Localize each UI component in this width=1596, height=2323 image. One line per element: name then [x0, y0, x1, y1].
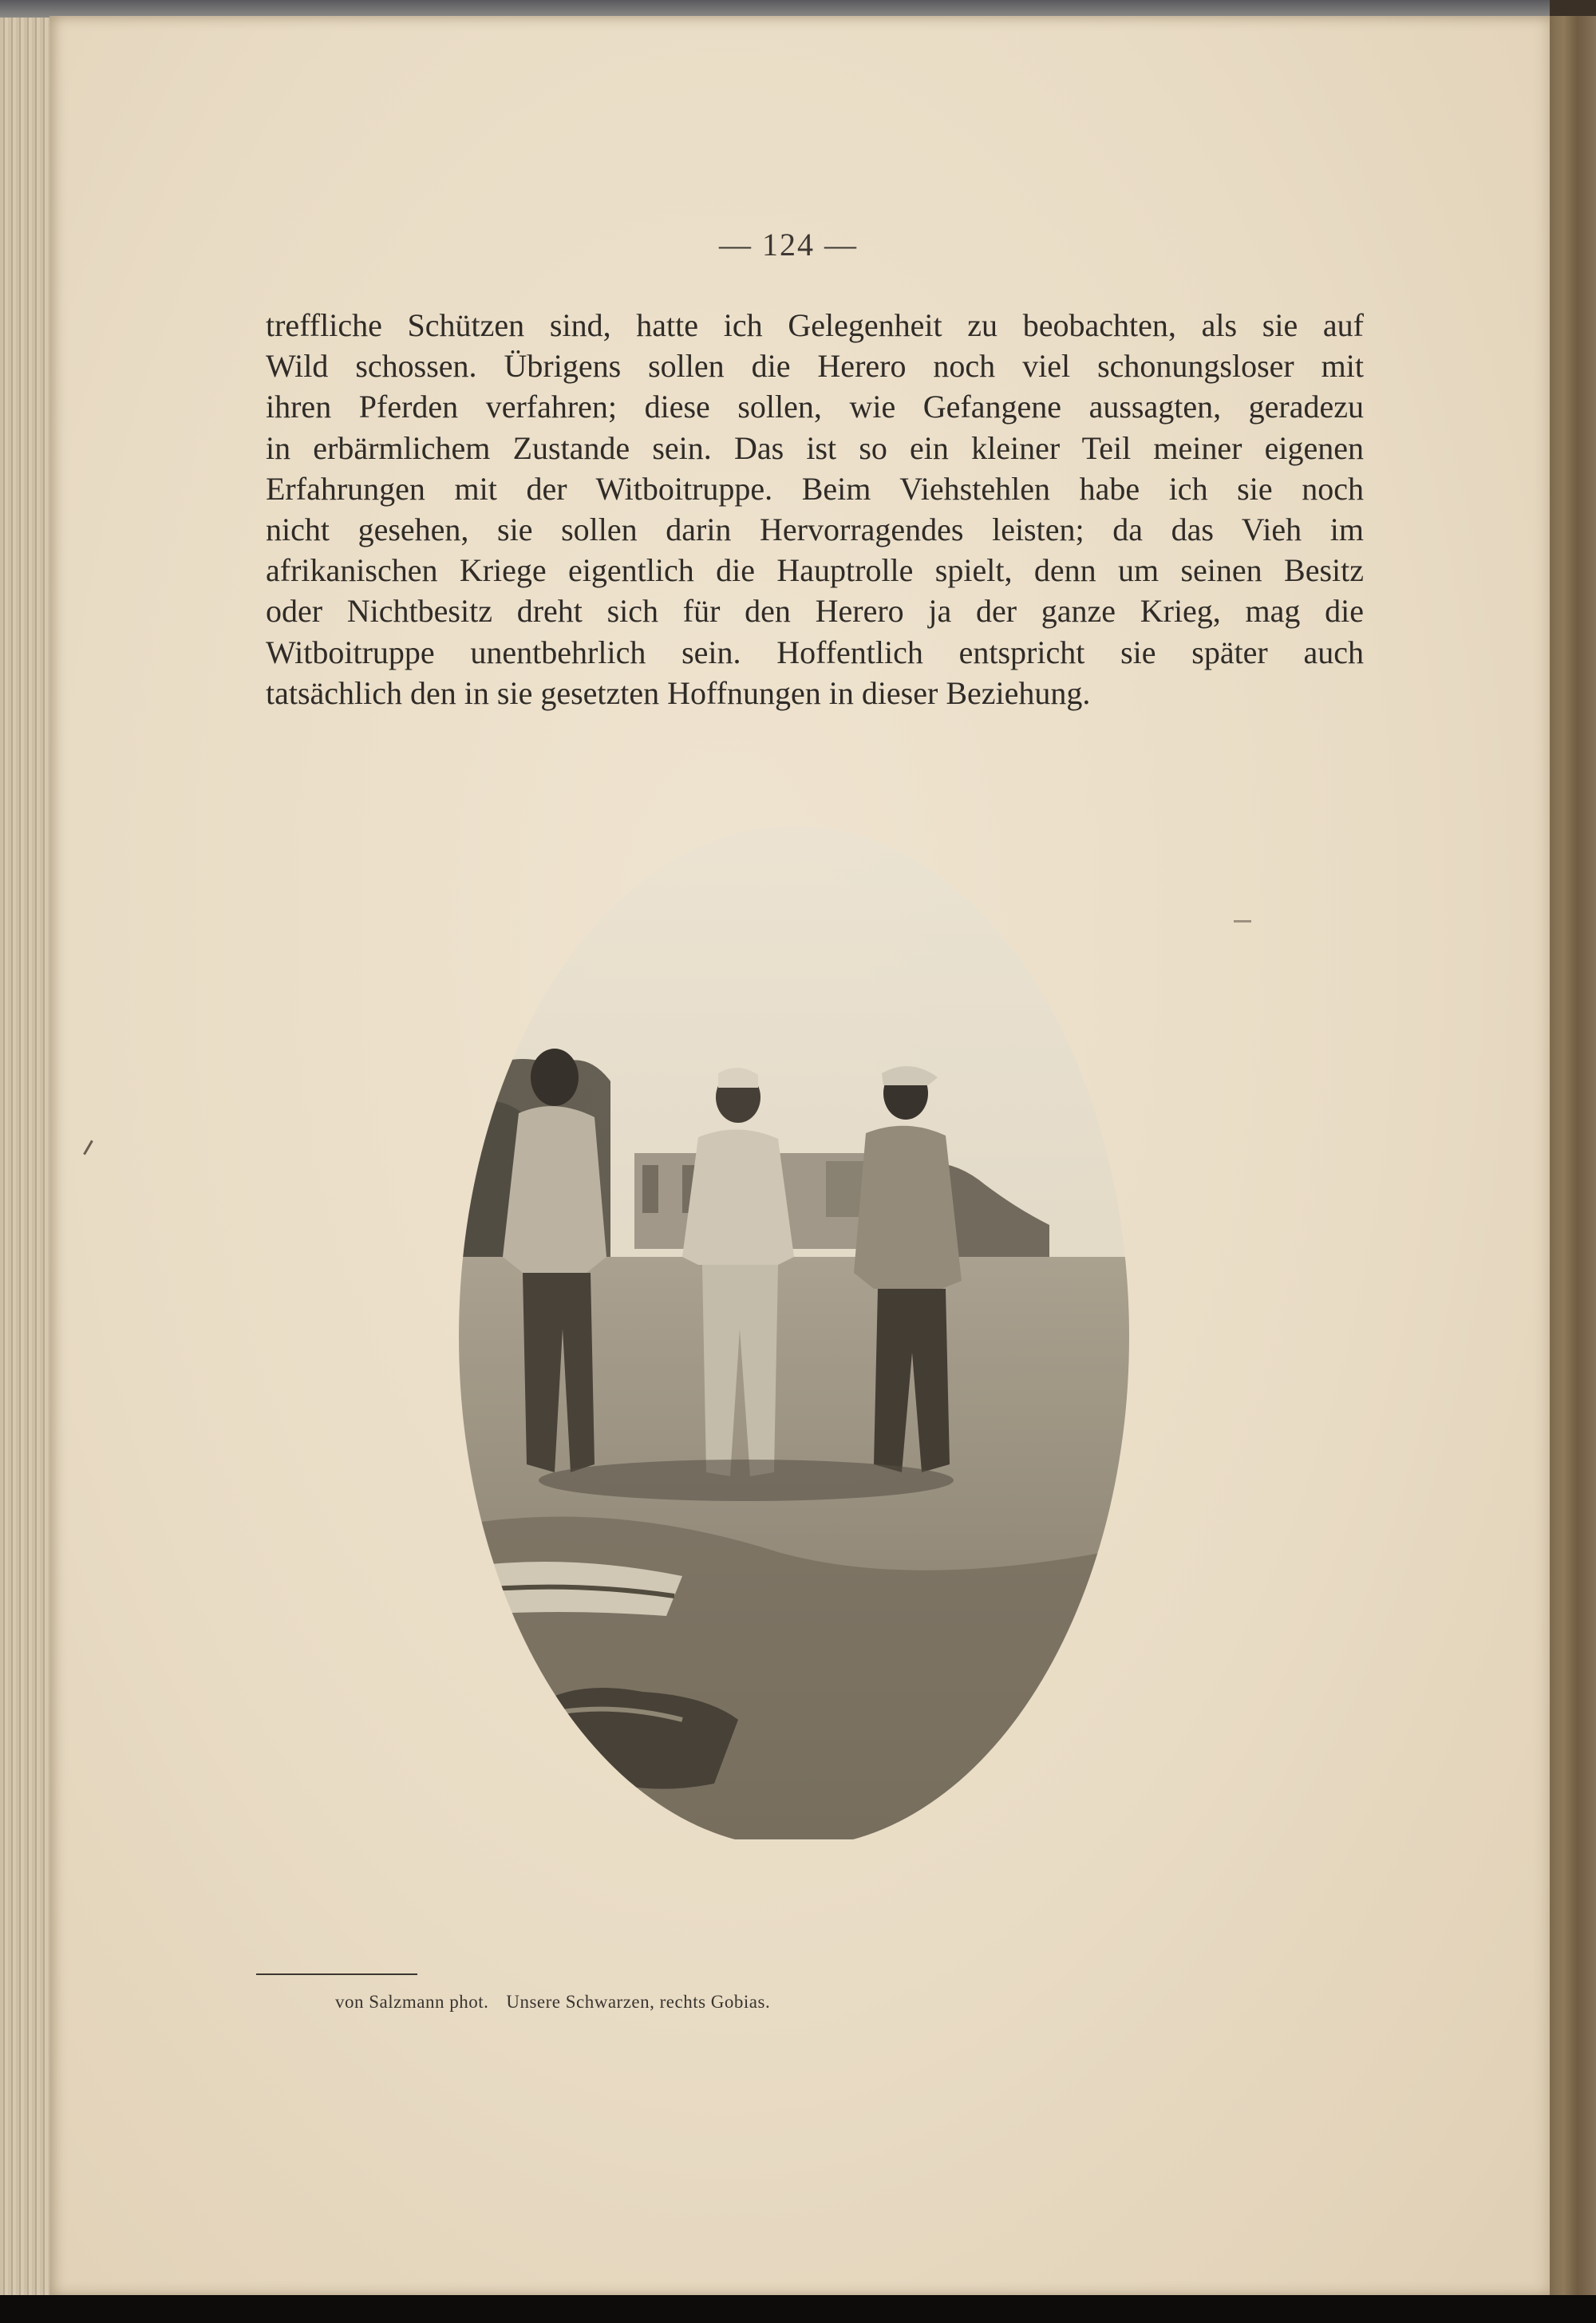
page-number: — 124 — — [719, 227, 858, 263]
text-line: in erbärmlichem Zustande sein. Das ist so ein kleiner Teil meiner eigenen — [266, 429, 1364, 466]
body-paragraph — [266, 305, 1364, 713]
text-line: Erfahrungen mit der Witboitruppe. Beim Viehstehlen habe ich sie noch — [266, 470, 1364, 507]
scanner-bottom-edge — [0, 2295, 1596, 2323]
vignette-photograph — [443, 810, 1145, 1839]
text-line: Wild schossen. Übrigens sollen die Herero noch viel schonungsloser mit — [266, 348, 1364, 385]
caption-text: Unsere Schwarzen, rechts Gobias. — [506, 1992, 771, 2012]
book-page-edges — [0, 18, 56, 2295]
text-line: ihren Pferden verfahren; diese sollen, wie Gefangene aussagten, geradezu — [266, 389, 1364, 425]
photo-credit: von Salzmann phot. — [335, 1992, 489, 2012]
text-line: afrikanischen Kriege eigentlich die Hauptrolle spielt, denn um seinen Besitz — [266, 552, 1364, 589]
text-line: oder Nichtbesitz dreht sich für den Herero ja der ganze Krieg, mag die — [266, 593, 1364, 630]
text-line: treffliche Schützen sind, hatte ich Gelegenheit zu beobachten, als sie auf — [266, 307, 1364, 343]
photo-caption — [335, 1992, 770, 2013]
text-line: nicht gesehen, sie sollen darin Hervorragendes leisten; da das Vieh im — [266, 512, 1364, 548]
photo-content — [443, 810, 1145, 1839]
smudge-mark — [1234, 920, 1251, 922]
text-line: tatsächlich den in sie gesetzten Hoffnungen in dieser Beziehung. — [266, 674, 1091, 711]
footnote-rule — [256, 1973, 417, 1975]
scanner-top-edge — [0, 0, 1596, 18]
book-binding — [1550, 16, 1596, 2297]
text-line: Witboitruppe unentbehrlich sein. Hoffentlich entspricht sie später auch — [266, 634, 1364, 670]
